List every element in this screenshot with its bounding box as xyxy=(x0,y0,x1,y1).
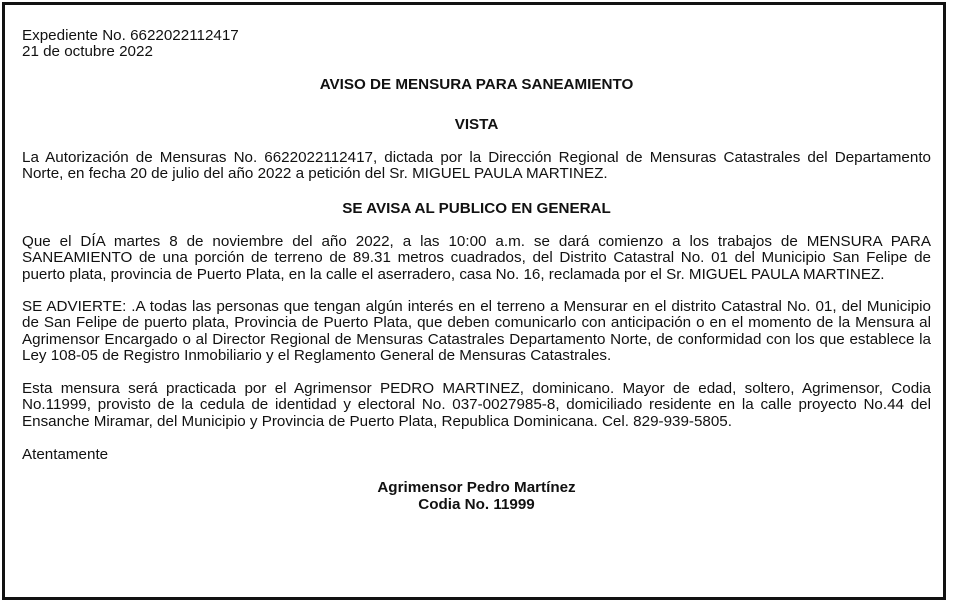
paragraph-agrimensor: Esta mensura será practicada por el Agrimensor PEDRO MARTINEZ, dominicano. Mayor de edad, soltero, Agrimensor, Codia No.11999, provisto de la cedula de identidad y electoral No. 037-0027985-8, domiciliado residente en la calle proyecto No.44 del Ensanche Miramar, del Municipio y Provincia de Puerto Plata, Republica Dominicana. Cel. 829-939-5805. xyxy=(22,379,931,430)
expediente-number: Expediente No. 6622022112417 xyxy=(22,27,239,44)
notice-frame xyxy=(2,2,946,600)
public-notice-heading: SE AVISA AL PUBLICO EN GENERAL xyxy=(342,200,611,218)
signer-codia: Codia No. 11999 xyxy=(418,495,535,513)
paragraph-advierte: SE ADVIERTE: .A todas las personas que tengan algún interés en el terreno a Mensurar en el distrito Catastral No. 01, del Municipio de San Felipe de puerto plata, Provincia de Puerto Plata, que deben comunicarlo con anticipación o en el momento de la Mensura al Agrimensor Encargado o al Director Regional de Mensuras Catastrales Departamento Norte, de conformidad con los que establece la Ley 108-05 de Registro Inmobiliario y el Reglamento General de Mensuras Catastrales. xyxy=(22,298,931,365)
notice-date: 21 de octubre 2022 xyxy=(22,43,153,61)
notice-title: AVISO DE MENSURA PARA SANEAMIENTO xyxy=(319,75,634,93)
paragraph-autorizacion: La Autorización de Mensuras No. 6622022112417, dictada por la Dirección Regional de Mensuras Catastrales del Departamento Norte, en fecha 20 de julio del año 2022 a petición del Sr. MIGUEL PAULA MARTINEZ. xyxy=(22,148,931,183)
notice-content xyxy=(22,28,931,513)
paragraph-inicio: Que el DÍA martes 8 de noviembre del año 2022, a las 10:00 a.m. se dará comienzo a los trabajos de MENSURA PARA SANEAMIENTO de una porción de terreno de 89.31 metros cuadrados, del Distrito Catastral No. 01 del Municipio San Felipe de puerto plata, provincia de Puerto Plata, en la calle el aserradero, casa No. 16, reclamada por el Sr. MIGUEL PAULA MARTINEZ. xyxy=(22,232,931,283)
vista-heading: VISTA xyxy=(454,116,499,134)
signer-name: Agrimensor Pedro Martínez xyxy=(377,479,576,497)
salutation: Atentamente xyxy=(22,445,109,463)
